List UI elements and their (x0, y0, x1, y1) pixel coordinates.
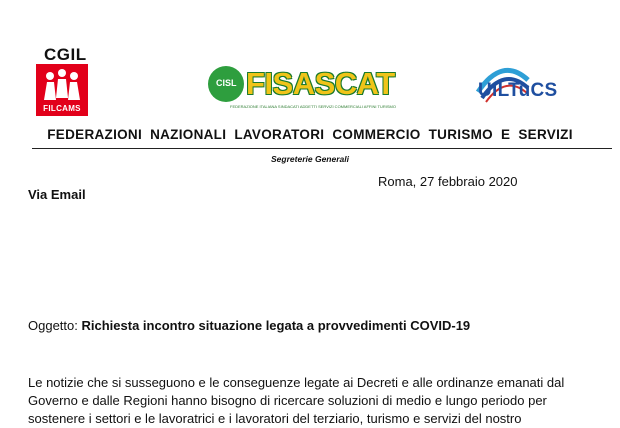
federation-title: FEDERAZIONI NAZIONALI LAVORATORI COMMERCIO TURISMO E SERVIZI (47, 127, 573, 142)
body-line: sostenere i settori e le lavoratrici e i lavoratori del terziario, turismo e servizi del nostro (28, 411, 522, 426)
body-line: Le notizie che si susseguono e le conseguenze legate ai Decreti e alle ordinanze emanati dal (28, 375, 565, 390)
cgil-logo-text: CGIL (44, 45, 87, 64)
subject-label: Oggetto: (28, 318, 78, 333)
cisl-logo-text: CISL (216, 78, 237, 88)
subject-text: Richiesta incontro situazione legata a provvedimenti COVID-19 (81, 318, 471, 333)
letter-date: Roma, 27 febbraio 2020 (378, 174, 518, 189)
via-email-label: Via Email (28, 187, 86, 202)
fisascat-logo-text: FISASCAT (246, 66, 395, 101)
header-divider (32, 148, 612, 149)
fisascat-subtitle: FEDERAZIONE ITALIANA SINDACATI ADDETTI SERVIZI COMMERCIALI AFFINI TURISMO (230, 104, 396, 109)
subject-line (28, 318, 470, 333)
uiltucs-logo-text: UILTuCS (478, 80, 558, 101)
body-line: Governo e dalle Regioni hanno bisogno di ricercare soluzioni di medio e lungo periodo per (28, 393, 547, 408)
segreterie-subtitle: Segreterie Generali (271, 154, 349, 164)
filcams-logo-text: FILCAMS (43, 104, 81, 113)
